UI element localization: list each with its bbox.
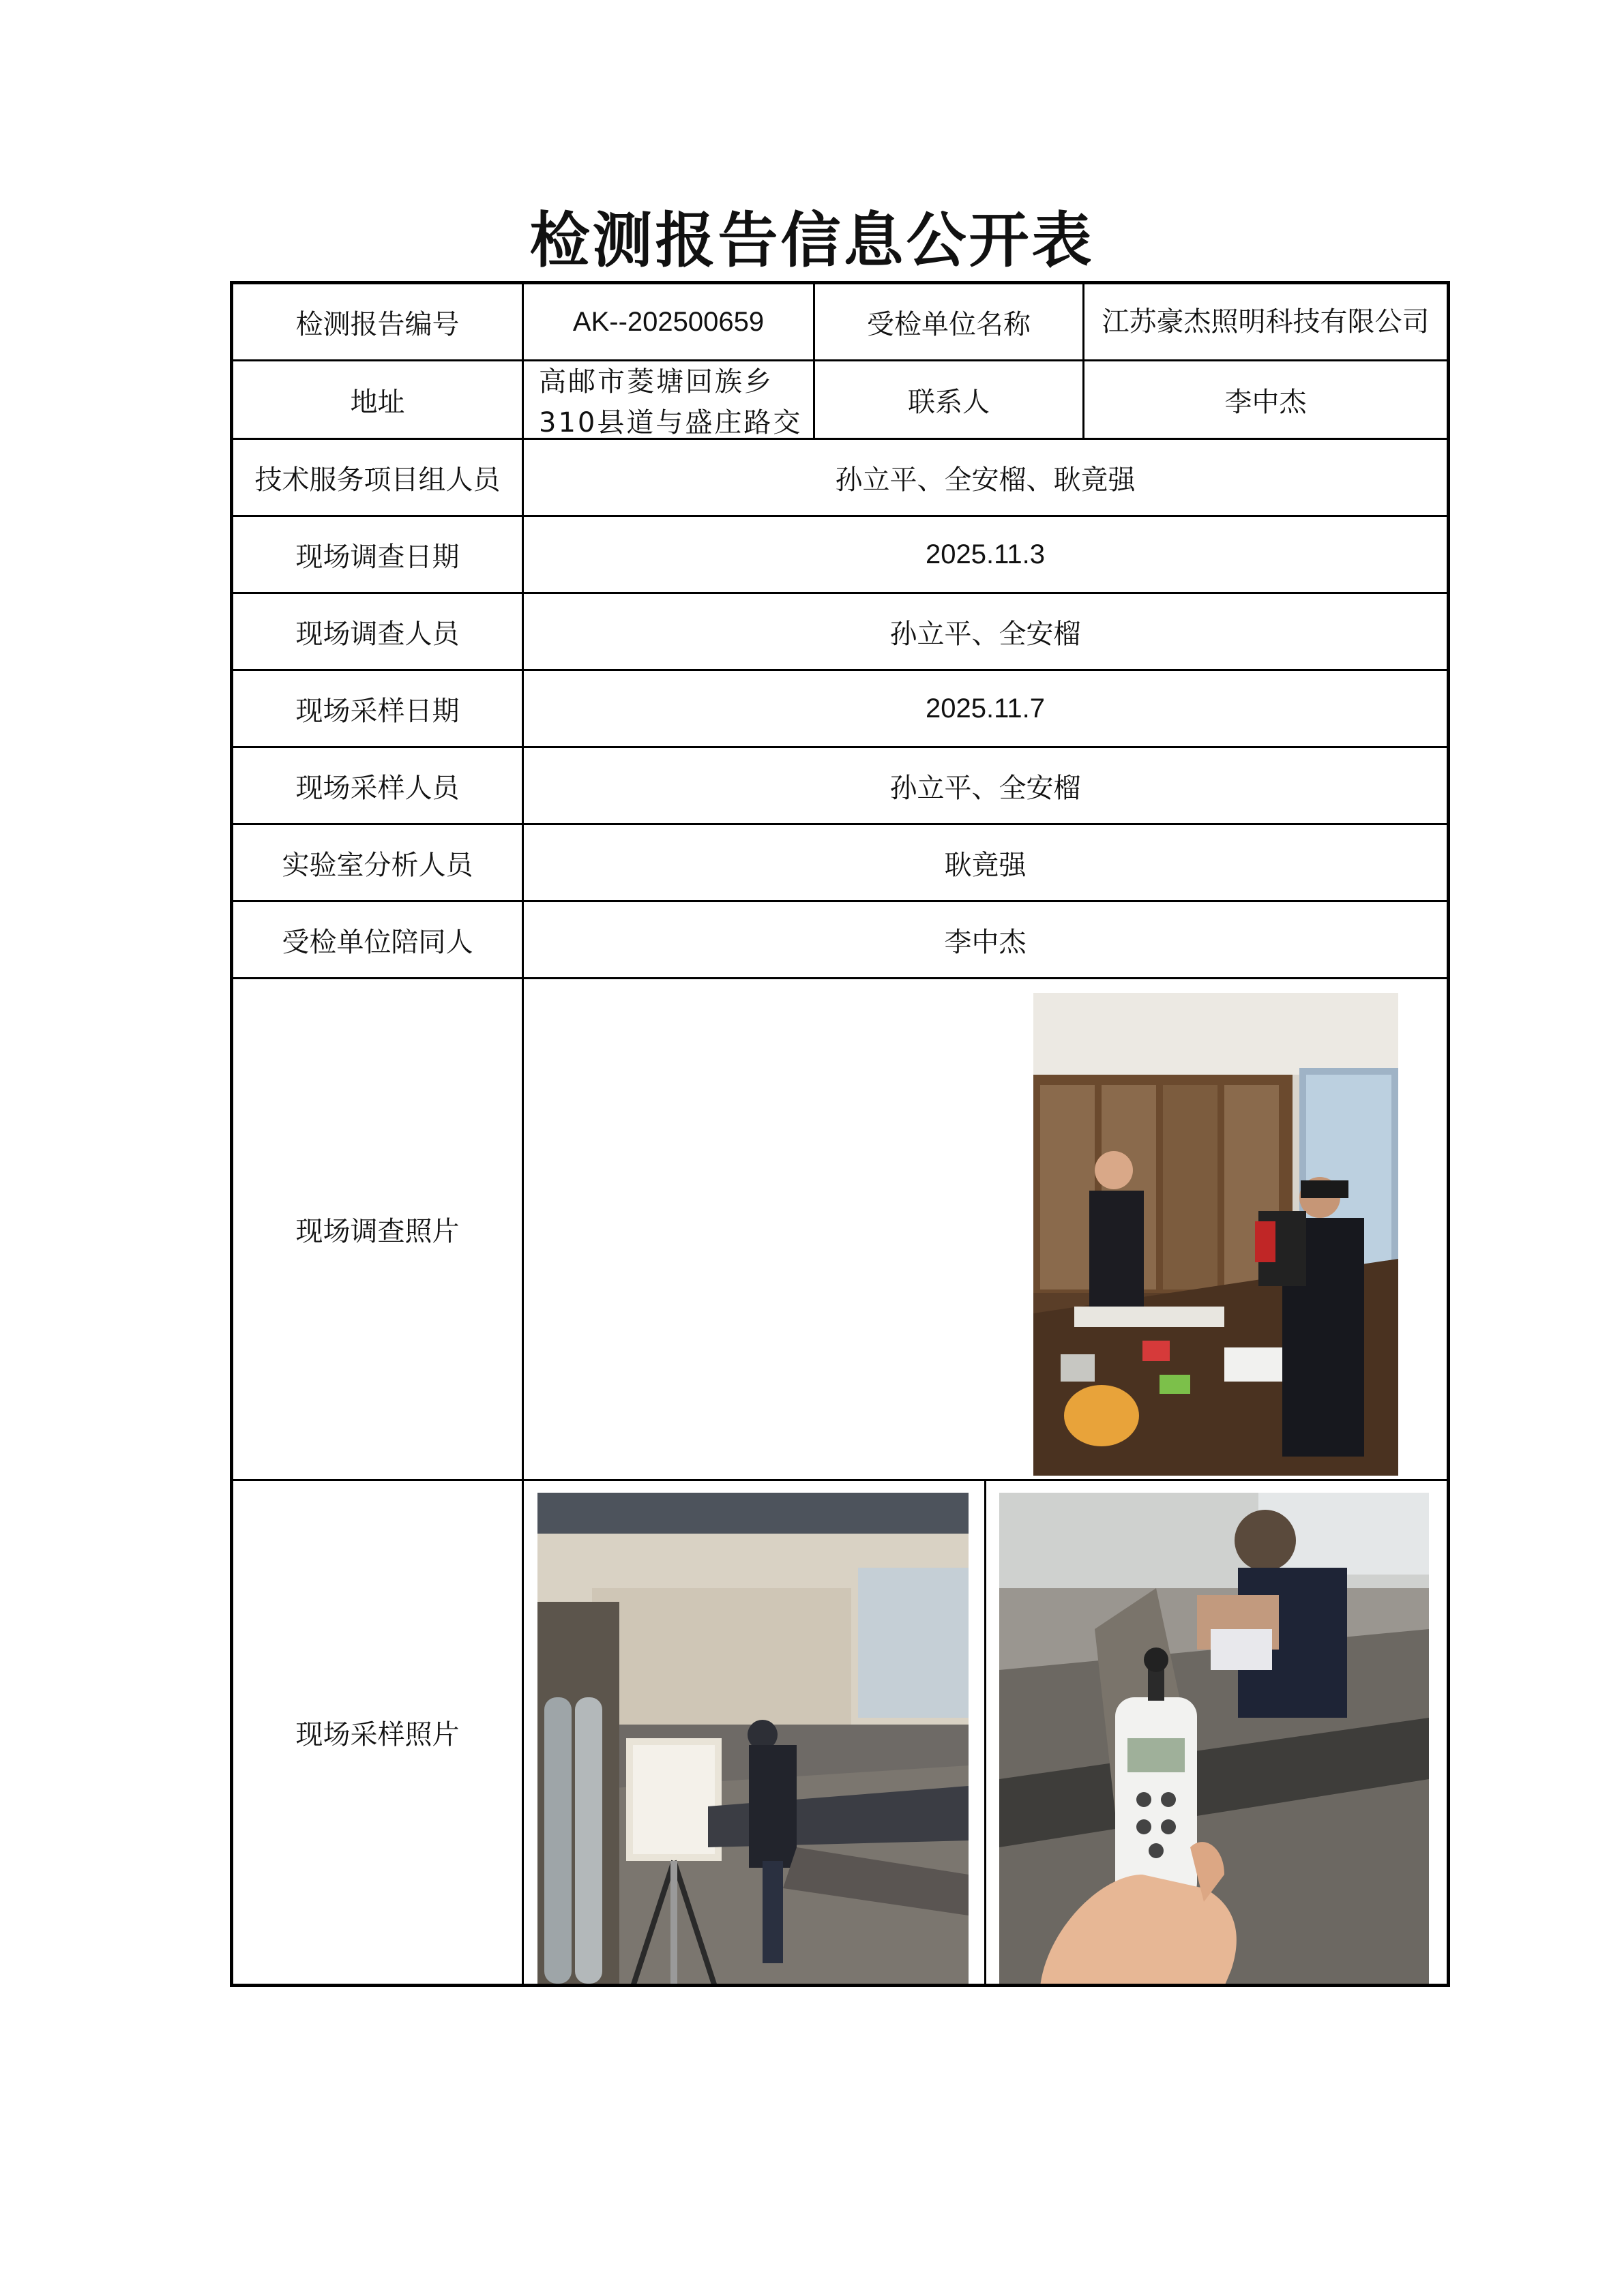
survey-date-value: 2025.11.3: [523, 516, 1449, 593]
survey-photo-image: [1033, 993, 1398, 1476]
row-team: [232, 439, 1449, 516]
row-lab-staff: [232, 824, 1449, 901]
sample-photo-cell: [523, 1480, 1449, 1986]
team-value: 孙立平、全安榴、耿竟强: [523, 439, 1449, 516]
contact-label: 联系人: [814, 361, 1084, 439]
sample-photo-left: [537, 1493, 969, 1986]
sample-photo-label: 现场采样照片: [232, 1480, 523, 1986]
row-survey-date: [232, 516, 1449, 593]
escort-value: 李中杰: [523, 901, 1449, 979]
escort-label: 受检单位陪同人: [232, 901, 523, 979]
unit-name-value: 江苏豪杰照明科技有限公司: [1084, 283, 1449, 361]
sample-date-label: 现场采样日期: [232, 670, 523, 747]
address-cell: [523, 361, 814, 439]
survey-photo-cell: [523, 979, 1449, 1480]
row-survey-staff: [232, 593, 1449, 670]
sample-photo-right: [999, 1493, 1429, 1986]
contact-value: 李中杰: [1084, 361, 1449, 439]
row-sample-staff: [232, 747, 1449, 824]
report-info-table: [230, 281, 1450, 1987]
row-survey-photo: [232, 979, 1449, 1480]
row-report-no: [232, 283, 1449, 361]
survey-staff-label: 现场调查人员: [232, 593, 523, 670]
sample-date-value: 2025.11.7: [523, 670, 1449, 747]
row-sample-date: [232, 670, 1449, 747]
address-label: 地址: [232, 361, 523, 439]
address-value: 高邮市菱塘回族乡310县道与盛庄路交: [539, 366, 803, 438]
lab-staff-value: 耿竟强: [523, 824, 1449, 901]
sample-staff-value: 孙立平、全安榴: [523, 747, 1449, 824]
row-escort: [232, 901, 1449, 979]
report-no-value: AK--202500659: [523, 283, 814, 361]
sample-staff-label: 现场采样人员: [232, 747, 523, 824]
lab-staff-label: 实验室分析人员: [232, 824, 523, 901]
row-sample-photo: [232, 1480, 1449, 1986]
page-title: 检测报告信息公开表: [529, 205, 1095, 275]
survey-photo-label: 现场调查照片: [232, 979, 523, 1480]
unit-name-label: 受检单位名称: [814, 283, 1084, 361]
report-no-label: 检测报告编号: [232, 283, 523, 361]
team-label: 技术服务项目组人员: [232, 439, 523, 516]
survey-staff-value: 孙立平、全安榴: [523, 593, 1449, 670]
survey-date-label: 现场调查日期: [232, 516, 523, 593]
row-address: [232, 361, 1449, 439]
photo-divider: [984, 1481, 986, 1986]
